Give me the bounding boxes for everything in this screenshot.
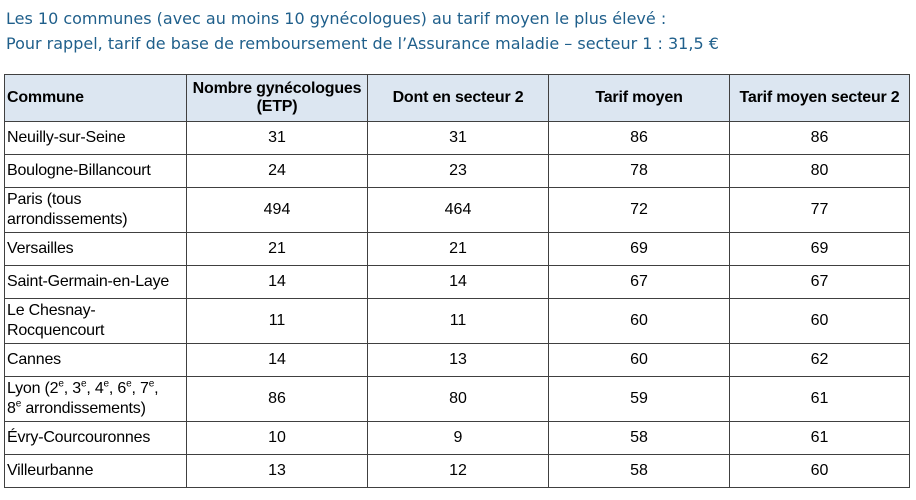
- cell-nombre: 10: [187, 422, 368, 455]
- commune-name-line-2: arrondissements): [7, 211, 128, 228]
- cell-nombre: 14: [187, 266, 368, 299]
- table-row: [5, 122, 910, 155]
- commune-name: Évry-Courcouronnes: [7, 429, 151, 446]
- commune-name: Neuilly-sur-Seine: [7, 129, 126, 146]
- header-commune: Commune: [5, 75, 187, 122]
- cell-secteur-2: 21: [368, 233, 549, 266]
- cell-commune: [5, 188, 187, 233]
- table-row: [5, 188, 910, 233]
- table-row: [5, 299, 910, 344]
- cell-secteur-2: 464: [368, 188, 549, 233]
- cell-secteur-2: 13: [368, 344, 549, 377]
- cell-tarif-moyen: 58: [549, 422, 730, 455]
- cell-tarif-moyen: 67: [549, 266, 730, 299]
- cell-commune: [5, 122, 187, 155]
- table-header: [5, 75, 910, 122]
- commune-name: Versailles: [7, 240, 74, 257]
- cell-nombre: 494: [187, 188, 368, 233]
- table-row: [5, 155, 910, 188]
- commune-name-line-1: Paris (tous: [7, 191, 82, 208]
- header-nombre-gynecologues: [187, 75, 368, 122]
- cell-commune: [5, 455, 187, 488]
- cell-tarif-moyen-secteur-2: 80: [730, 155, 910, 188]
- cell-tarif-moyen-secteur-2: 62: [730, 344, 910, 377]
- header-tarif-moyen: Tarif moyen: [549, 75, 730, 122]
- commune-name-line-2: Rocquencourt: [7, 322, 105, 339]
- cell-tarif-moyen-secteur-2: 61: [730, 377, 910, 422]
- cell-commune: [5, 155, 187, 188]
- header-secteur-2: Dont en secteur 2: [368, 75, 549, 122]
- cell-tarif-moyen-secteur-2: 86: [730, 122, 910, 155]
- commune-name: Boulogne-Billancourt: [7, 162, 151, 179]
- cell-tarif-moyen: 60: [549, 344, 730, 377]
- cell-nombre: 31: [187, 122, 368, 155]
- cell-tarif-moyen: 78: [549, 155, 730, 188]
- commune-name: Villeurbanne: [7, 462, 94, 479]
- cell-tarif-moyen: 86: [549, 122, 730, 155]
- cell-tarif-moyen: 59: [549, 377, 730, 422]
- cell-tarif-moyen-secteur-2: 60: [730, 299, 910, 344]
- table-row: [5, 266, 910, 299]
- cell-commune: [5, 299, 187, 344]
- cell-tarif-moyen-secteur-2: 69: [730, 233, 910, 266]
- intro-text: [6, 6, 719, 56]
- cell-secteur-2: 31: [368, 122, 549, 155]
- cell-nombre: 14: [187, 344, 368, 377]
- cell-secteur-2: 23: [368, 155, 549, 188]
- cell-tarif-moyen-secteur-2: 67: [730, 266, 910, 299]
- cell-secteur-2: 11: [368, 299, 549, 344]
- cell-nombre: 13: [187, 455, 368, 488]
- cell-nombre: 11: [187, 299, 368, 344]
- cell-tarif-moyen-secteur-2: 77: [730, 188, 910, 233]
- header-nombre-line-1: Nombre gynécologues: [192, 80, 362, 97]
- commune-name: Cannes: [7, 351, 61, 368]
- table-row: [5, 422, 910, 455]
- cell-nombre: 24: [187, 155, 368, 188]
- commune-name-line-2: 8e arrondissements): [7, 398, 146, 417]
- cell-secteur-2: 80: [368, 377, 549, 422]
- header-tarif-moyen-secteur-2: Tarif moyen secteur 2: [730, 75, 910, 122]
- cell-nombre: 21: [187, 233, 368, 266]
- intro-line-1: Les 10 communes (avec au moins 10 gynécologues) au tarif moyen le plus élevé :: [6, 9, 667, 28]
- cell-secteur-2: 12: [368, 455, 549, 488]
- cell-tarif-moyen: 60: [549, 299, 730, 344]
- cell-tarif-moyen: 69: [549, 233, 730, 266]
- cell-commune: [5, 233, 187, 266]
- cell-tarif-moyen: 58: [549, 455, 730, 488]
- table-row: [5, 233, 910, 266]
- header-nombre-line-2: (ETP): [256, 98, 298, 115]
- commune-name-line-1: Le Chesnay-: [7, 302, 96, 319]
- header-row: [5, 75, 910, 122]
- table-row: [5, 377, 910, 422]
- cell-tarif-moyen-secteur-2: 61: [730, 422, 910, 455]
- intro-line-2: Pour rappel, tarif de base de remboursement de l’Assurance maladie – secteur 1 : 31,5 €: [6, 34, 719, 53]
- tarif-table: [4, 74, 910, 488]
- cell-tarif-moyen-secteur-2: 60: [730, 455, 910, 488]
- cell-commune: [5, 422, 187, 455]
- table-row: [5, 344, 910, 377]
- cell-tarif-moyen: 72: [549, 188, 730, 233]
- cell-nombre: 86: [187, 377, 368, 422]
- table-row: [5, 455, 910, 488]
- commune-name-line-1: Lyon (2e, 3e, 4e, 6e, 7e,: [7, 378, 159, 397]
- cell-commune: [5, 344, 187, 377]
- table-body: [5, 122, 910, 488]
- cell-secteur-2: 14: [368, 266, 549, 299]
- cell-commune: [5, 266, 187, 299]
- commune-name: Saint-Germain-en-Laye: [7, 273, 170, 290]
- cell-secteur-2: 9: [368, 422, 549, 455]
- cell-commune: [5, 377, 187, 422]
